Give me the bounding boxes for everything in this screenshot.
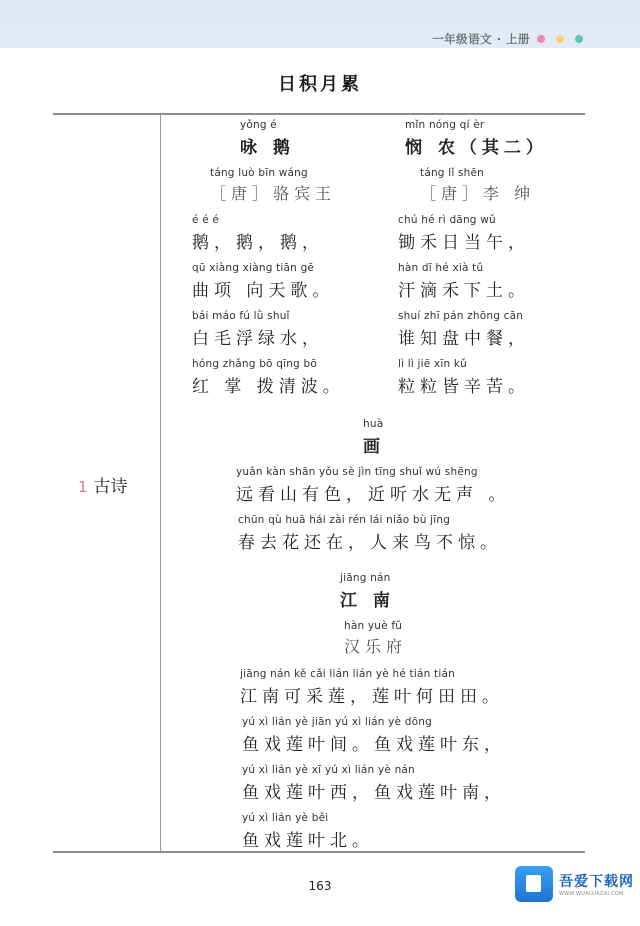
watermark [515,866,634,902]
pinyin: táng lǐ shēn [420,167,485,179]
watermark-name: 吾爱下载网 [559,874,634,890]
pinyin: shuí zhī pán zhōng cān [398,310,524,322]
pinyin: qū xiàng xiàng tiān gē [192,262,315,274]
poem-title [340,572,395,611]
pinyin: yuǎn kàn shān yǒu sè jìn tīng shuǐ wú shēng [236,466,478,478]
poem-line [242,812,374,851]
section-number: 1 [78,478,88,496]
hanzi: 红 掌 拨清波。 [192,377,345,397]
hanzi: 汗滴禾下土。 [398,281,530,301]
yellow-dot-icon [556,35,564,43]
pinyin: jiāng nán kě cǎi lián lián yè hé tián tián [240,668,455,680]
section-title: 古诗 [93,477,128,497]
hanzi: 粒粒皆辛苦。 [398,377,530,397]
poem-title [405,119,548,158]
hanzi: 锄禾日当午， [398,233,530,253]
poem-line [192,310,324,349]
hanzi: 江 南 [340,591,395,611]
pinyin: é é é [192,214,220,226]
pinyin: táng luò bīn wáng [210,167,308,179]
hanzi: ［唐］李 绅 [420,184,536,203]
pinyin: yǒng é [240,119,277,131]
hanzi: 画 [363,437,385,457]
poem-line [192,214,324,253]
hanzi: 悯 农（其二） [405,138,548,158]
pinyin: hóng zhǎng bō qīng bō [192,358,317,370]
poem-line [242,764,506,803]
pink-dot-icon [537,35,545,43]
poem-line [236,466,510,505]
poem-line [242,716,506,755]
hanzi: 白毛浮绿水， [192,329,324,349]
page-header-band [0,0,640,48]
page-number: 163 [308,879,332,893]
pinyin: hàn dī hé xià tǔ [398,262,484,274]
pinyin: yú xì lián yè běi [242,812,329,824]
hanzi: 鱼戏莲叶间。鱼戏莲叶东， [242,735,506,755]
hanzi: 咏 鹅 [240,138,295,158]
poem-author [210,167,336,204]
hanzi: 鹅，鹅，鹅， [192,233,324,253]
poem-line [238,514,502,553]
hanzi: 鱼戏莲叶西，鱼戏莲叶南， [242,783,506,803]
pinyin: yú xì lián yè xī yú xì lián yè nán [242,764,415,776]
table-top-rule [53,113,585,115]
watermark-url: WWW.WUAIXIAZAI.COM [559,891,624,897]
poem-line [398,310,530,349]
poem-title [363,418,385,457]
table-bottom-rule [53,851,585,853]
page-title: 日积月累 [278,74,362,95]
poem-line [192,358,345,397]
pinyin: chú hé rì dāng wǔ [398,214,496,226]
poem-line [398,358,530,397]
book-label: 一年级语文 · 上册 [432,32,530,46]
hanzi: ［唐］骆宾王 [210,184,337,203]
pinyin: huà [363,418,384,430]
hanzi: 远看山有色，近听水无声 。 [236,485,511,505]
hanzi: 谁知盘中餐， [398,329,530,349]
section-label [78,472,128,497]
hanzi: 春去花还在，人来鸟不惊。 [238,533,502,553]
pinyin: lì lì jiē xīn kǔ [398,358,468,370]
pinyin: yú xì lián yè jiān yú xì lián yè dōng [242,716,432,728]
pinyin: jiāng nán [340,572,391,584]
box-bag-icon [515,866,553,902]
pinyin: mǐn nóng qí èr [405,119,485,131]
pinyin: chūn qù huā hái zài rén lái niǎo bù jīng [238,514,451,526]
poem-author [344,620,407,657]
pinyin: bái máo fú lǜ shuǐ [192,310,290,322]
table-column-divider [160,114,161,852]
poem-line [240,668,504,707]
hanzi: 曲项 向天歌。 [192,281,335,301]
hanzi: 江南可采莲，莲叶何田田。 [240,687,504,707]
teal-dot-icon [575,35,583,43]
poem-line [398,214,530,253]
poem-title [240,119,295,158]
poem-line [398,262,530,301]
poem-author [420,167,535,204]
pinyin: hàn yuè fǔ [344,620,403,632]
hanzi: 汉乐府 [344,637,408,656]
hanzi: 鱼戏莲叶北。 [242,831,374,851]
poem-line [192,262,334,301]
